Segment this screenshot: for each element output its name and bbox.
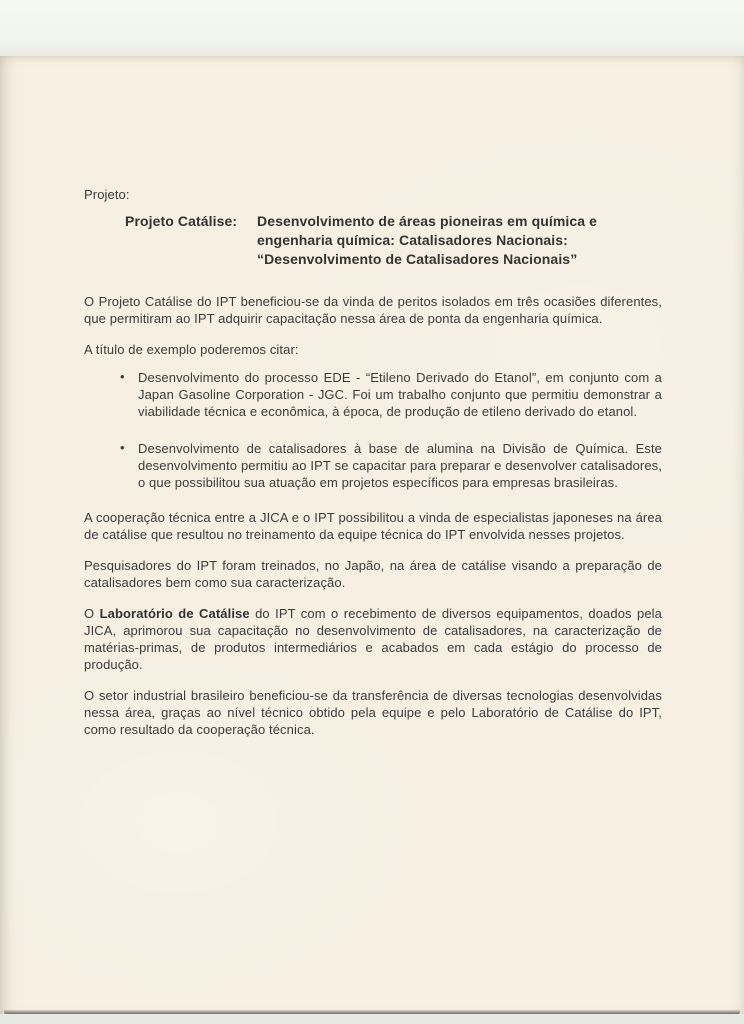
paragraph-laboratory-rest: do IPT com o recebimento de diversos equipamentos, doados pela JICA, aprimorou sua capacitação no desenvolvimento de catalisadores, na caracterização de matérias-primas, de produtos intermediários e acabados em cada estágio do processo de produção. xyxy=(84,606,662,672)
document-title xyxy=(125,212,662,269)
page-edge-shadow xyxy=(4,1010,740,1014)
list-item xyxy=(84,369,662,420)
title-line-1: Desenvolvimento de áreas pioneiras em química e xyxy=(257,213,598,229)
paragraph-intro: O Projeto Catálise do IPT beneficiou-se da vinda de peritos isolados em três ocasiões diferentes, que permitiram ao IPT adquirir capacitação nessa área de ponta da engenharia química. xyxy=(84,294,662,326)
bullet-icon: • xyxy=(120,369,125,384)
title-line-2: engenharia química: Catalisadores Nacionais: xyxy=(257,232,568,248)
title-line-3: “Desenvolvimento de Catalisadores Nacionais” xyxy=(257,251,578,267)
title-term: Projeto Catálise: xyxy=(125,213,238,229)
paragraph-training: Pesquisadores do IPT foram treinados, no Japão, na área de catálise visando a preparação de catalisadores bem como sua caracterização. xyxy=(84,558,662,590)
paragraph-jica-cooperation: A cooperação técnica entre a JICA e o IPT possibilitou a vinda de especialistas japoneses na área de catálise que resultou no treinamento da equipe técnica do IPT envolvida nesses projetos. xyxy=(84,510,662,542)
examples-list xyxy=(84,369,662,491)
paragraph-examples-lead: A título de exemplo poderemos citar: xyxy=(84,342,299,357)
scanner-backdrop xyxy=(0,0,744,56)
list-item xyxy=(84,440,662,491)
document-page xyxy=(0,56,744,1014)
project-label: Projeto: xyxy=(84,187,130,202)
bullet-icon: • xyxy=(120,440,125,455)
paragraph-laboratory-prefix: O xyxy=(84,606,100,621)
title-text xyxy=(257,212,662,269)
document-content xyxy=(84,186,662,738)
paragraph-laboratory-bold: Laboratório de Catálise xyxy=(99,606,250,621)
list-item-text: Desenvolvimento de catalisadores à base de alumina na Divisão de Química. Este desenvolvimento permitiu ao IPT se capacitar para preparar e desenvolver catalisadores, o que possibilitou sua atuação em projetos específicos para empresas brasileiras. xyxy=(138,441,662,490)
list-item-text: Desenvolvimento do processo EDE - “Etileno Derivado do Etanol”, em conjunto com a Japan Gasoline Corporation - JGC. Foi um trabalho conjunto que permitiu demonstrar a viabilidade técnica e econômica, à época, de produção de etileno derivado do etanol. xyxy=(138,370,662,419)
paragraph-laboratory xyxy=(84,605,662,673)
paragraph-industry: O setor industrial brasileiro beneficiou-se da transferência de diversas tecnologias desenvolvidas nessa área, graças ao nível técnico obtido pela equipe e pelo Laboratório de Catálise do IPT, como resultado da cooperação técnica. xyxy=(84,688,662,737)
